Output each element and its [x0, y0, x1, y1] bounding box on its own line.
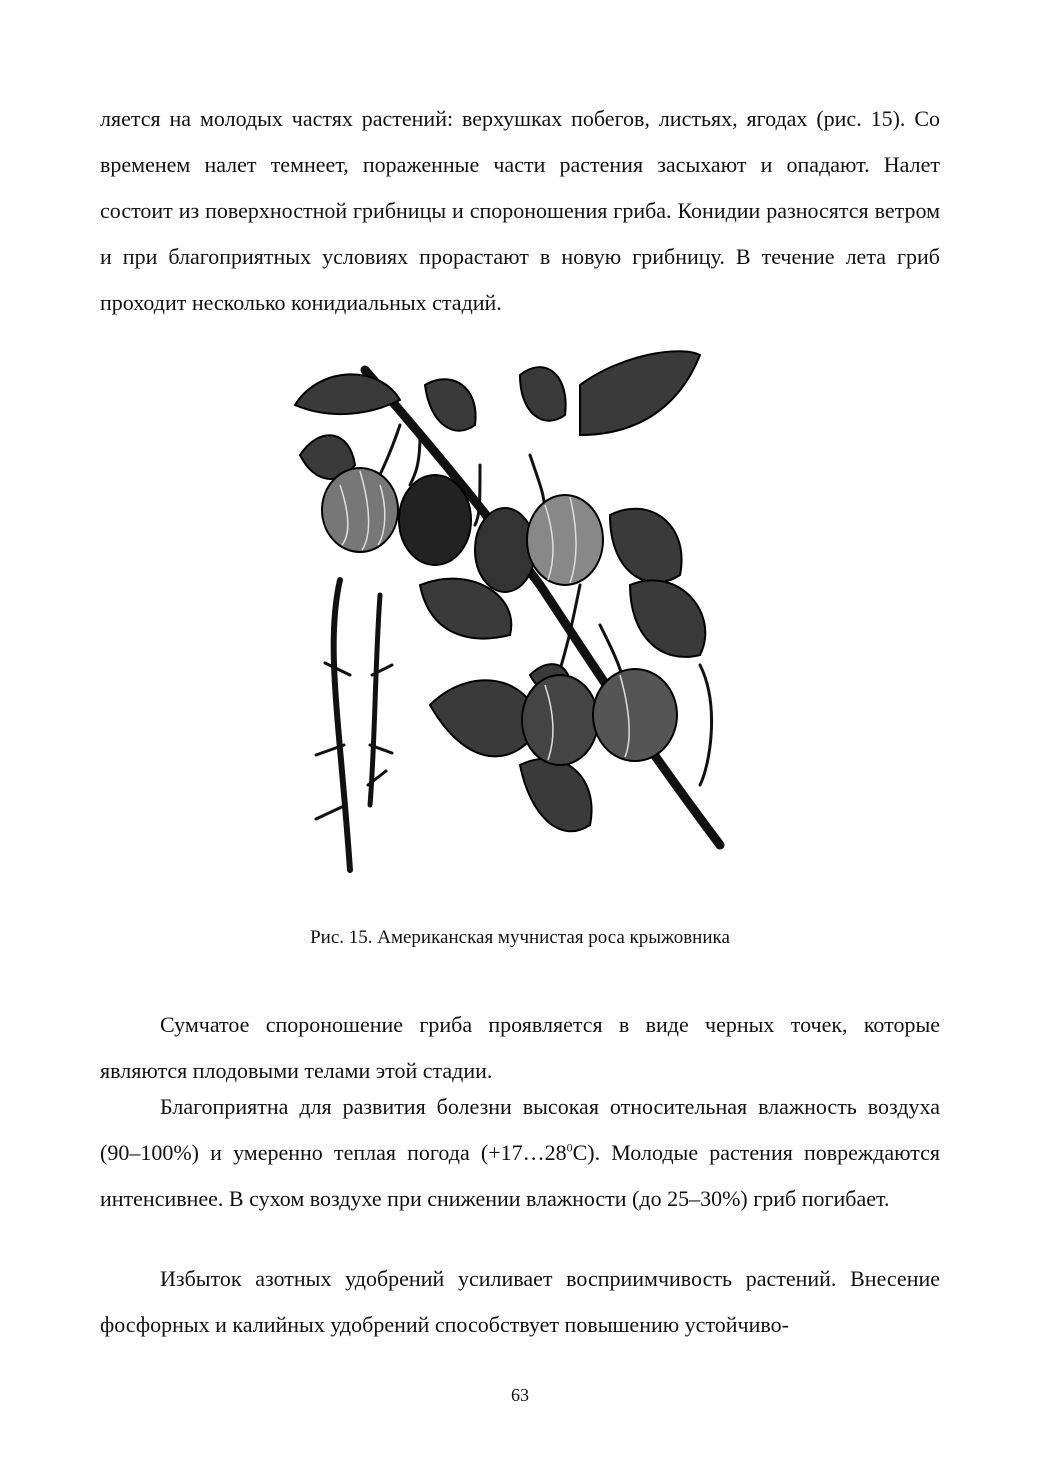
paragraph-4: Избыток азотных удобрений усиливает восприимчивость растений. Внесение фосфорных и калийных удобрений способствует повышению устойчиво-	[100, 1266, 940, 1337]
degree-superscript: 0	[566, 1140, 573, 1155]
gooseberry-illustration	[280, 345, 750, 875]
page-number: 63	[511, 1385, 529, 1405]
figure-caption: Рис. 15. Американская мучнистая роса крыжовника	[310, 927, 730, 948]
paragraph-2: Сумчатое спороношение гриба проявляется в виде черных точек, которые являются плодовыми телами этой стадии.	[100, 1012, 940, 1083]
paragraph-3-start: Благоприятна для развития болезни высокая относительная влажность воздуха (90–100%) и умеренно теплая погода (+17…28	[100, 1094, 940, 1165]
paragraph-3	[100, 1084, 940, 1222]
paragraph-top: ляется на молодых частях растений: верхушках побегов, листьях, ягодах (рис. 15). Со временем налет темнеет, пораженные части растения засыхают и опадают. Налет состоит из поверхностной грибницы и спороношения гриба. Конидии разносятся ветром и при благоприятных условиях прорастают в новую грибницу. В течение лета гриб проходит несколько конидиальных стадий.	[100, 106, 940, 315]
paragraph-3-end: С). Молодые растения повреждаются интенсивнее. В сухом воздухе при снижении влажности (до 25–30%) гриб погибает.	[100, 1140, 941, 1211]
